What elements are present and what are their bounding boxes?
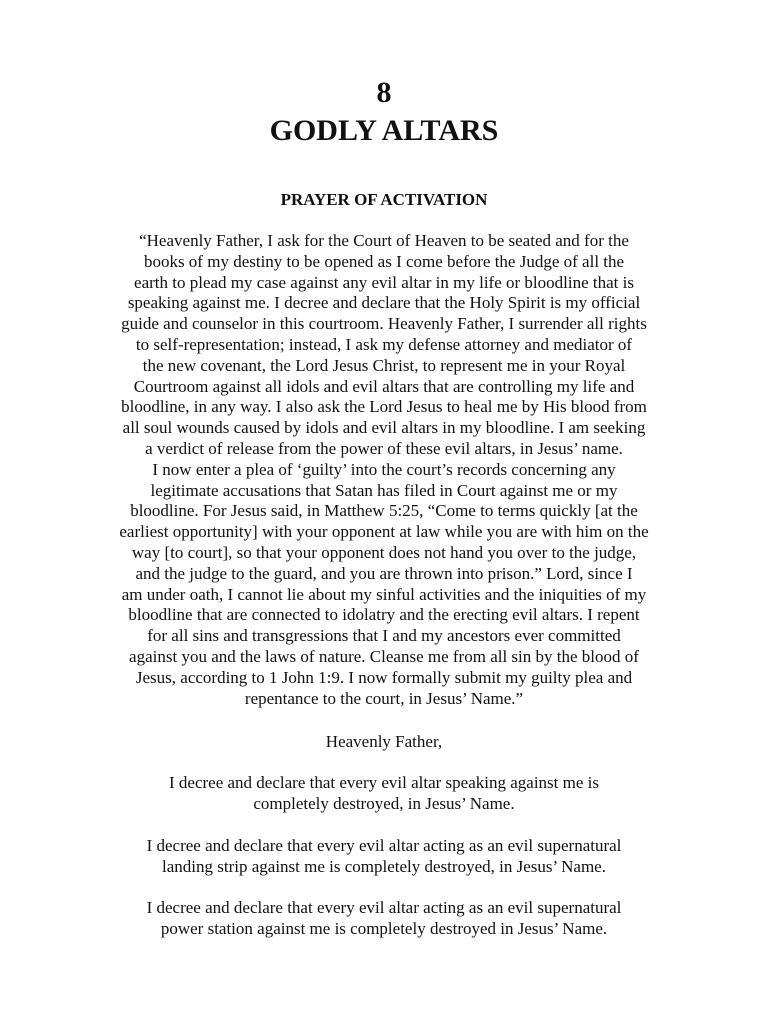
prayer-line: for all sins and transgressions that I and my ancestors ever committed — [147, 626, 621, 646]
decree-line: power station against me is completely destroyed in Jesus’ Name. — [160, 918, 608, 938]
decree-line: I decree and declare that every evil altar acting as an evil supernatural — [146, 836, 622, 855]
prayer-line: guide and counselor in this courtroom. Heavenly Father, I surrender all rights — [121, 314, 647, 334]
prayer-line: legitimate accusations that Satan has filed in Court against me or my — [150, 480, 618, 500]
decree-paragraph — [100, 836, 668, 878]
decree-paragraph — [100, 898, 668, 940]
prayer-line: earliest opportunity] with your opponent at law while you are with him on the — [119, 522, 649, 542]
prayer-line: against you and the laws of nature. Cleanse me from all sin by the blood of — [129, 646, 639, 666]
prayer-paragraph — [100, 231, 668, 709]
section-heading: PRAYER OF ACTIVATION — [280, 190, 488, 209]
prayer-line: all soul wounds caused by idols and evil altars in my bloodline. I am seeking — [122, 418, 646, 438]
decree-paragraph — [100, 773, 668, 815]
prayer-line: the new covenant, the Lord Jesus Christ, to represent me in your Royal — [142, 355, 626, 375]
prayer-line: am under oath, I cannot lie about my sinful activities and the iniquities of my — [121, 584, 647, 604]
decree-line: completely destroyed, in Jesus’ Name. — [253, 793, 515, 813]
chapter-title: GODLY ALTARS — [269, 114, 499, 147]
prayer-line: I now enter a plea of ‘guilty’ into the court’s records concerning any — [152, 459, 616, 479]
prayer-line: “Heavenly Father, I ask for the Court of Heaven to be seated and for the — [139, 231, 629, 250]
prayer-line: way [to court], so that your opponent does not hand you over to the judge, — [131, 542, 637, 562]
chapter-number: 8 — [376, 76, 392, 109]
prayer-line: books of my destiny to be opened as I come before the Judge of all the — [143, 251, 625, 271]
salutation — [100, 732, 668, 753]
prayer-line: and the judge to the guard, and you are thrown into prison.” Lord, since I — [135, 563, 633, 583]
prayer-line: bloodline, in any way. I also ask the Lord Jesus to heal me by His blood from — [121, 397, 647, 417]
prayer-line: Courtroom against all idols and evil altars that are controlling my life and — [133, 376, 635, 396]
prayer-line: repentance to the court, in Jesus’ Name.” — [244, 688, 524, 708]
decree-line: I decree and declare that every evil altar speaking against me is — [169, 773, 599, 792]
decree-line: landing strip against me is completely destroyed, in Jesus’ Name. — [162, 856, 606, 876]
decree-line: I decree and declare that every evil altar acting as an evil supernatural — [146, 898, 622, 917]
prayer-line: Jesus, according to 1 John 1:9. I now formally submit my guilty plea and — [135, 667, 633, 687]
prayer-line: speaking against me. I decree and declare that the Holy Spirit is my official — [127, 293, 641, 313]
salutation-text: Heavenly Father, — [325, 732, 443, 751]
prayer-line: bloodline that are connected to idolatry and the erecting evil altars. I repent — [128, 605, 640, 625]
prayer-line: bloodline. For Jesus said, in Matthew 5:25, “Come to terms quickly [at the — [130, 501, 638, 521]
prayer-line: earth to plead my case against any evil altar in my life or bloodline that is — [134, 272, 634, 292]
prayer-line: a verdict of release from the power of these evil altars, in Jesus’ name. — [145, 438, 623, 458]
prayer-line: to self-representation; instead, I ask my defense attorney and mediator of — [135, 334, 633, 354]
